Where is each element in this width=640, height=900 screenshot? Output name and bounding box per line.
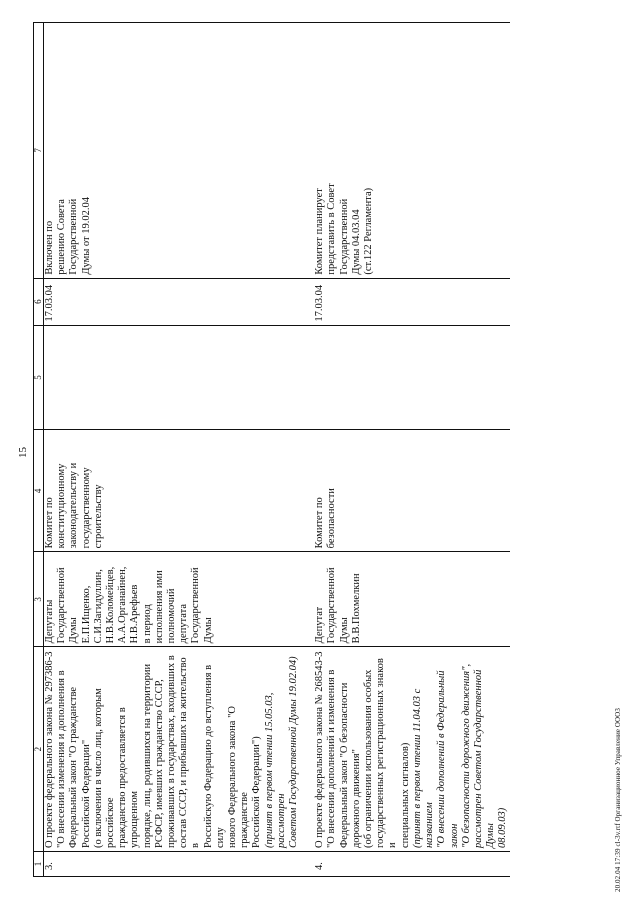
status-cell	[44, 23, 301, 279]
text-line: государственных регистрационных знаков и	[375, 658, 399, 849]
text-line: Думы от 19.02.04	[80, 196, 92, 275]
item-number: 4.	[314, 852, 509, 877]
text-line: Депутаты	[44, 599, 55, 644]
column-header: 5	[34, 325, 44, 430]
text-line: решению Совета	[56, 199, 68, 275]
text-line: Включен по	[44, 220, 55, 275]
text-line: Думы 04.03.04	[350, 209, 362, 275]
text-line: состав СССР, и прибывших на жительство в	[178, 657, 202, 849]
text-line: специальных сигналов)	[399, 742, 411, 849]
text-line: Думы	[202, 617, 214, 644]
table-body	[44, 23, 510, 877]
bill-description	[44, 647, 301, 852]
text-line: Комитет по	[44, 497, 55, 549]
text-line: О проекте федерального закона № 268543-3	[314, 651, 326, 849]
text-line: РСФСР, имевших гражданство СССР,	[153, 679, 165, 849]
text-line: Федеральный закон "О гражданстве	[68, 686, 80, 849]
status-cell	[314, 23, 509, 279]
date-cell: 17.03.04	[44, 278, 301, 325]
text-line: (об ограничении использования особых	[363, 669, 375, 849]
text-line: Советом Государственной Думы 19.02.04)	[288, 656, 300, 849]
text-line: государственному	[80, 467, 92, 549]
text-line: (принят в первом чтении 15.05.03, рассмотрен	[263, 692, 287, 849]
column-5-cell	[44, 325, 301, 430]
text-line: Н.В.Арефьев	[129, 584, 141, 644]
text-line: полномочий депутата	[166, 588, 190, 644]
bill-authors	[314, 552, 509, 647]
text-line: Государственной	[190, 567, 202, 644]
column-header: 4	[34, 430, 44, 552]
register-table	[33, 22, 510, 877]
page-number: 15	[17, 447, 29, 458]
column-header: 2	[34, 647, 44, 852]
table-row	[44, 23, 301, 877]
text-line: законодательству и	[68, 462, 80, 549]
text-line: О проекте федерального закона № 297386-3	[44, 651, 55, 849]
item-number: 3.	[44, 852, 301, 877]
text-line: Е.П.Ищенко,	[80, 585, 92, 644]
text-line: Государственной	[326, 567, 338, 644]
text-line: Думы	[338, 617, 350, 644]
column-header: 3	[34, 552, 44, 647]
text-line: исполнения ими	[153, 570, 165, 644]
column-header: 1	[34, 852, 44, 877]
text-line: нового Федерального закона "О гражданстве	[227, 706, 251, 849]
text-line: Государственной	[338, 198, 350, 275]
text-line: "О безопасности дорожного движения",	[460, 663, 472, 849]
text-line: Государственной	[56, 567, 68, 644]
text-line: Депутат	[314, 606, 326, 644]
text-line: "О внесении дополнений в Федеральный закон	[436, 670, 460, 849]
text-line: Комитет планирует	[314, 188, 326, 275]
text-line: в период	[141, 604, 153, 644]
text-line: (о включении в число лиц, которым российское	[92, 688, 117, 849]
text-line: Федеральный закон "О безопасности	[338, 682, 350, 849]
row-spacer	[300, 23, 314, 877]
text-line: проживавших в государствах, входивших в	[166, 655, 178, 849]
text-line: Н.В.Коломейцев,	[105, 566, 117, 644]
text-line: рассмотрен Советом Государственной Думы	[472, 669, 497, 849]
date-cell: 17.03.04	[314, 278, 509, 325]
text-line: "О внесении дополнений и изменения в	[326, 669, 338, 849]
text-line: строительству	[92, 484, 104, 549]
text-line: С.И.Загидуллин,	[92, 569, 104, 644]
text-line: А.А.Органайнен,	[117, 566, 129, 644]
bill-authors	[44, 552, 301, 647]
footer-stamp: 20.02.04 17:39 cl-3v.rtf Организационное Управление ООО3	[614, 708, 622, 892]
text-line: Российскую Федерацию до вступления в силу	[202, 664, 226, 849]
text-line: Российской Федерации")	[251, 736, 263, 849]
text-line: дорожного движения"	[350, 749, 362, 849]
text-line: представить в Совет	[326, 183, 338, 275]
text-line: Комитет по	[314, 497, 326, 549]
text-line: (ст.122 Регламента)	[363, 187, 375, 275]
text-line: В.В.Похмелкин	[350, 573, 362, 644]
text-line: гражданство предоставляется в упрощенном	[117, 707, 141, 849]
column-header: 7	[34, 23, 44, 279]
text-line: Думы	[68, 617, 80, 644]
text-line: 08.09.03)	[497, 807, 509, 849]
text-line: (принят в первом чтении 11.04.03 с названием	[411, 688, 436, 849]
text-line: Российской Федерации"	[80, 739, 92, 849]
responsible-committee	[314, 430, 509, 552]
text-line: Государственной	[68, 198, 80, 275]
text-line: порядке, лиц, родившихся на территории	[141, 663, 153, 849]
column-header: 6	[34, 278, 44, 325]
text-line: "О внесении изменения и дополнения в	[56, 670, 68, 849]
text-line: конституционному	[56, 463, 68, 549]
header-row	[34, 23, 44, 877]
responsible-committee	[44, 430, 301, 552]
text-line: безопасности	[326, 488, 338, 549]
table-row	[314, 23, 509, 877]
column-5-cell	[314, 325, 509, 430]
bill-description	[314, 647, 509, 852]
